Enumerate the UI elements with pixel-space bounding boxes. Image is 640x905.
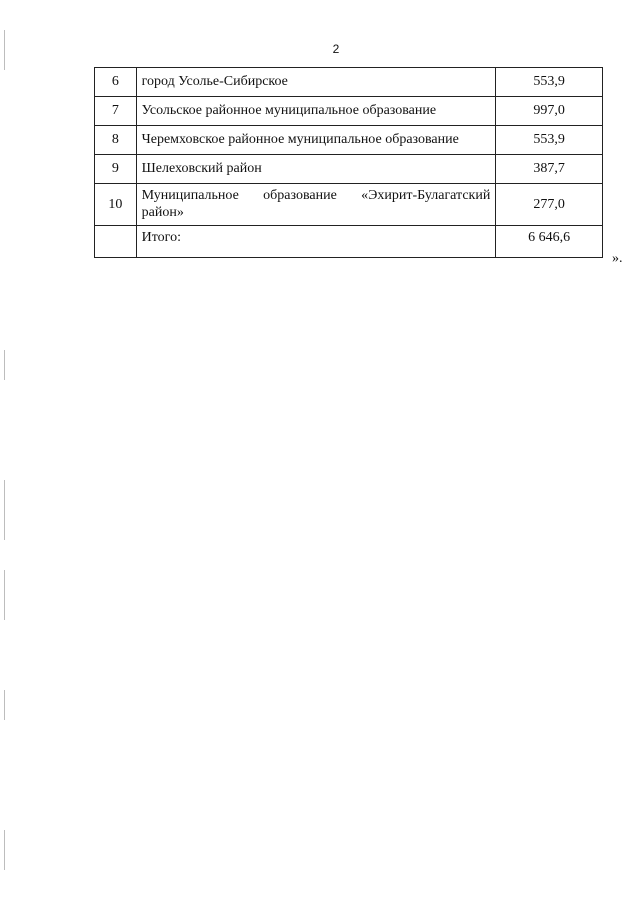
amount-value: 553,9	[496, 68, 603, 97]
municipality-name: город Усолье-Сибирское	[136, 68, 496, 97]
total-row-number	[95, 226, 137, 258]
total-row	[95, 226, 603, 258]
table-row	[95, 68, 603, 97]
amount-value: 997,0	[496, 97, 603, 126]
table-row	[95, 184, 603, 226]
amount-value: 387,7	[496, 155, 603, 184]
table-row	[95, 126, 603, 155]
row-number: 10	[95, 184, 137, 226]
amount-value: 553,9	[496, 126, 603, 155]
closing-quote-mark: ».	[612, 251, 623, 266]
municipality-name: Муниципальное образование «Эхирит-Булагатский район»	[136, 184, 496, 226]
amount-value: 277,0	[496, 184, 603, 226]
municipality-name: Черемховское районное муниципальное образование	[136, 126, 496, 155]
municipality-name: Шелеховский район	[136, 155, 496, 184]
total-label: Итого:	[136, 226, 496, 258]
scan-edge-marks	[2, 0, 8, 905]
allocation-table	[94, 67, 603, 258]
page-number: 2	[332, 42, 340, 56]
table-row	[95, 155, 603, 184]
municipality-name: Усольское районное муниципальное образование	[136, 97, 496, 126]
row-number: 6	[95, 68, 137, 97]
row-number: 9	[95, 155, 137, 184]
table-row	[95, 97, 603, 126]
total-value: 6 646,6	[496, 226, 603, 258]
row-number: 7	[95, 97, 137, 126]
row-number: 8	[95, 126, 137, 155]
